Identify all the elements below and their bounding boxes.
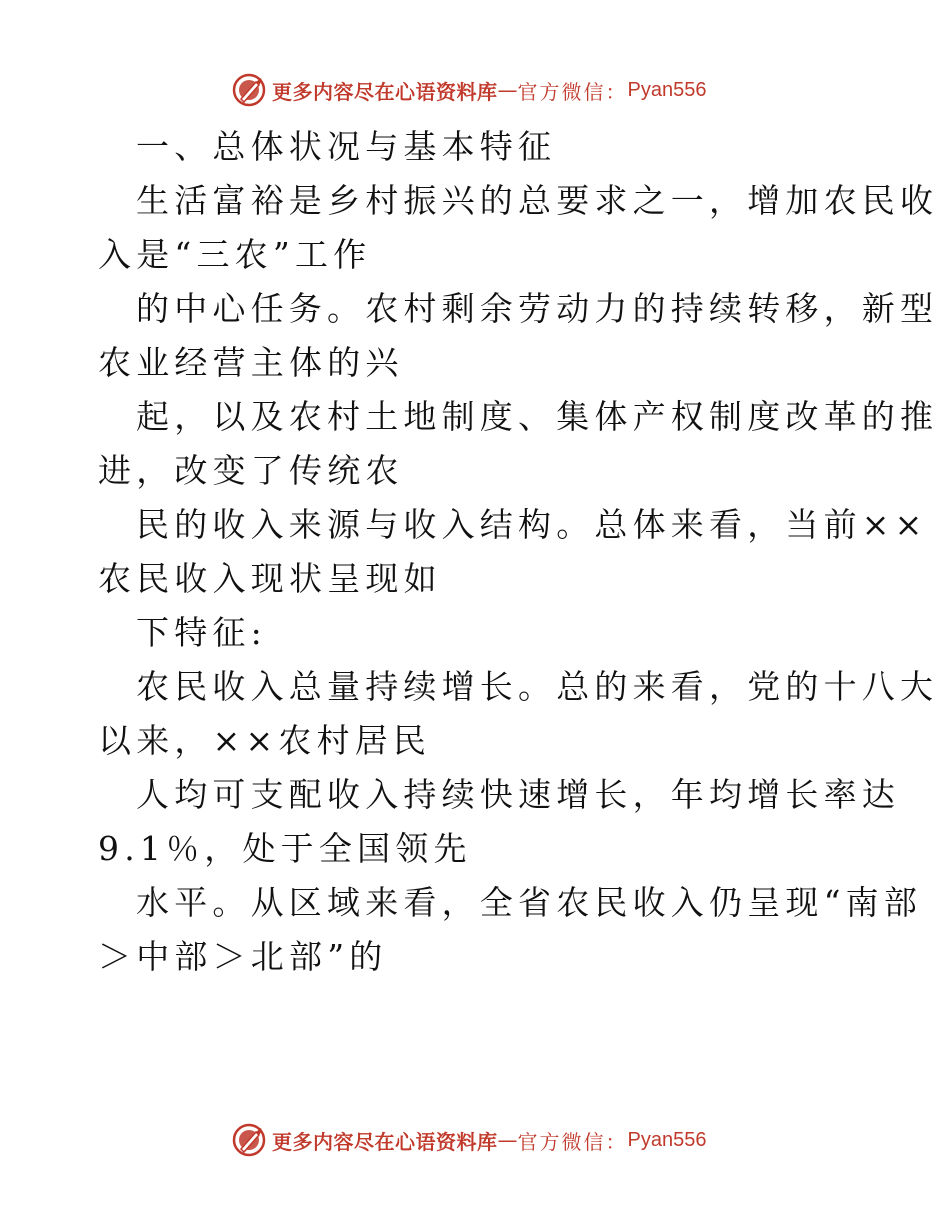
- paragraph-line: ＞中部＞北部”的: [98, 937, 388, 976]
- header-watermark: [232, 70, 706, 110]
- paragraph-line: 9.1％，处于全国领先: [98, 829, 472, 868]
- paragraph-line: 农业经营主体的兴: [98, 343, 404, 382]
- paragraph-line: 民的收入来源与收入结构。总体来看，当前××: [136, 505, 928, 544]
- paragraph-line: 水平。从区域来看，全省农民收入仍呈现“南部: [136, 883, 923, 922]
- watermark-official-label: 官方微信：: [517, 79, 628, 104]
- watermark-main-text: 更多内容尽在心语资料库: [272, 1129, 498, 1154]
- document-body: [98, 120, 939, 984]
- watermark-official-label: 官方微信：: [517, 1129, 628, 1154]
- section-heading: 一、总体状况与基本特征: [136, 127, 557, 166]
- paragraph-line: 生活富裕是乡村振兴的总要求之一，增加农民收: [136, 181, 939, 220]
- watermark-main-text: 更多内容尽在心语资料库: [272, 79, 498, 104]
- paragraph-line: 起，以及农村土地制度、集体产权制度改革的推: [136, 397, 939, 436]
- watermark-separator: —: [497, 1128, 518, 1152]
- footer-watermark: [232, 1120, 706, 1160]
- paragraph-line: 农民收入总量持续增长。总的来看，党的十八大: [136, 667, 939, 706]
- paragraph-line: 的中心任务。农村剩余劳动力的持续转移，新型: [136, 289, 939, 328]
- paragraph-line: 人均可支配收入持续快速增长，年均增长率达: [136, 775, 900, 814]
- paragraph-line: 下特征:: [136, 613, 267, 652]
- paragraph-line: 入是“三农”工作: [98, 235, 372, 274]
- watermark-wechat-id: Pyan556: [627, 1128, 707, 1151]
- watermark-wechat-id: Pyan556: [627, 78, 707, 101]
- paragraph-line: 进，改变了传统农: [98, 451, 404, 490]
- quill-pen-logo-icon: [232, 1123, 266, 1157]
- paragraph-line: 农民收入现状呈现如: [98, 559, 442, 598]
- watermark-separator: —: [497, 78, 518, 102]
- quill-pen-logo-icon: [232, 73, 266, 107]
- paragraph-line: 以来，××农村居民: [98, 721, 432, 760]
